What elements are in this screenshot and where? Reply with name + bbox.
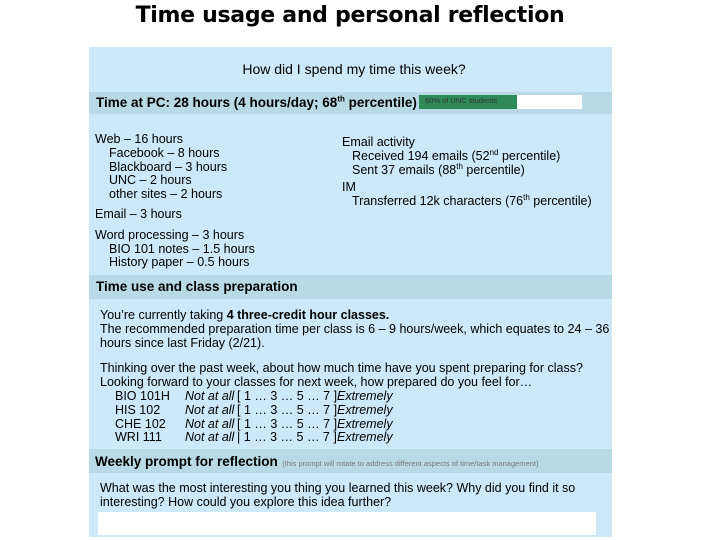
bio-notes-hours: BIO 101 notes – 1.5 hours bbox=[109, 241, 255, 256]
emails-sent: Sent 37 emails (88th percentile) bbox=[352, 161, 525, 177]
rating-scale[interactable]: | 1 … 3 … 5 … 7 ] bbox=[237, 430, 337, 445]
course-label: HIS 102 bbox=[115, 402, 161, 417]
report-panel bbox=[89, 47, 612, 537]
web-hours: Web – 16 hours bbox=[95, 132, 184, 146]
email-activity-label: Email activity bbox=[342, 135, 415, 149]
pc-usage-list bbox=[95, 133, 255, 270]
recommended-prep-line: The recommended preparation time per class is 6 – 9 hours/week, which equates to 24 – 36 bbox=[100, 321, 610, 336]
scale-low-label: Not at all bbox=[185, 388, 235, 403]
next-week-question: Looking forward to your classes for next week, how prepared do you feel for… bbox=[100, 375, 533, 390]
unc-hours: UNC – 2 hours bbox=[109, 173, 192, 188]
reflection-response-field[interactable] bbox=[98, 512, 596, 535]
im-transferred: Transferred 12k characters (76th percentile) bbox=[352, 193, 592, 209]
prep-scale-list bbox=[100, 390, 609, 445]
reflection-heading-row bbox=[95, 453, 538, 471]
reflection-heading: Weekly prompt for reflection bbox=[95, 454, 278, 469]
pc-time-heading: Time at PC: 28 hours (4 hours/day; 68th percentile) bbox=[96, 94, 417, 110]
rating-scale[interactable]: [ 1 … 3 … 5 … 7 ] bbox=[237, 416, 338, 431]
reflection-line-1: What was the most interesting you thing you learned this week? Why did you find it so bbox=[100, 481, 576, 495]
pc-time-band bbox=[89, 92, 612, 114]
prep-scale-row bbox=[115, 404, 609, 418]
class-prep-heading: Time use and class preparation bbox=[96, 279, 298, 294]
reflection-prompt bbox=[100, 482, 575, 510]
scale-low-label: Not at all bbox=[185, 402, 235, 417]
course-label: CHE 102 bbox=[115, 416, 166, 431]
scale-high-label: Extremely bbox=[337, 388, 393, 403]
emails-received: Received 194 emails (52nd percentile) bbox=[352, 147, 561, 163]
rating-scale[interactable]: [ 1 … 3 … 5 … 7 ] bbox=[237, 388, 338, 403]
other-sites-hours: other sites – 2 hours bbox=[109, 187, 223, 202]
facebook-hours: Facebook – 8 hours bbox=[109, 145, 220, 160]
scale-low-label: Not at all bbox=[185, 430, 235, 445]
class-load-line: You’re currently taking 4 three-credit hour classes. bbox=[100, 308, 390, 322]
question-heading: How did I spend my time this week? bbox=[242, 61, 466, 77]
since-date-line: hours since last Friday (2/21). bbox=[100, 335, 265, 350]
past-week-question: Thinking over the past week, about how much time have you spent preparing for class? bbox=[100, 361, 583, 376]
reflection-band bbox=[89, 449, 612, 473]
history-paper-hours: History paper – 0.5 hours bbox=[109, 255, 250, 270]
course-label: WRI 111 bbox=[115, 430, 162, 445]
scale-high-label: Extremely bbox=[337, 430, 393, 445]
im-label: IM bbox=[342, 180, 356, 195]
class-prep-text bbox=[100, 309, 609, 445]
scale-low-label: Not at all bbox=[185, 416, 235, 431]
course-label: BIO 101H bbox=[115, 388, 170, 403]
page-title: Time usage and personal reflection bbox=[135, 3, 565, 28]
class-prep-band bbox=[89, 275, 612, 299]
prep-scale-row bbox=[115, 418, 609, 432]
word-processing-hours: Word processing – 3 hours bbox=[95, 227, 245, 242]
percentile-bar bbox=[419, 95, 582, 109]
prep-scale-row bbox=[115, 390, 609, 404]
scale-high-label: Extremely bbox=[337, 402, 393, 417]
scale-high-label: Extremely bbox=[337, 416, 393, 431]
reflection-note: (this prompt will rotate to address different aspects of time/task management) bbox=[282, 459, 539, 468]
percentile-bar-label: 60% of UNC students bbox=[425, 96, 498, 105]
email-hours: Email – 3 hours bbox=[95, 206, 182, 221]
rating-scale[interactable]: [ 1 … 3 … 5 … 7 ] bbox=[237, 402, 338, 417]
prep-scale-row bbox=[115, 431, 609, 445]
reflection-line-2: interesting? How could you explore this idea further? bbox=[100, 494, 392, 509]
activity-list bbox=[342, 136, 592, 209]
blackboard-hours: Blackboard – 3 hours bbox=[109, 159, 228, 174]
